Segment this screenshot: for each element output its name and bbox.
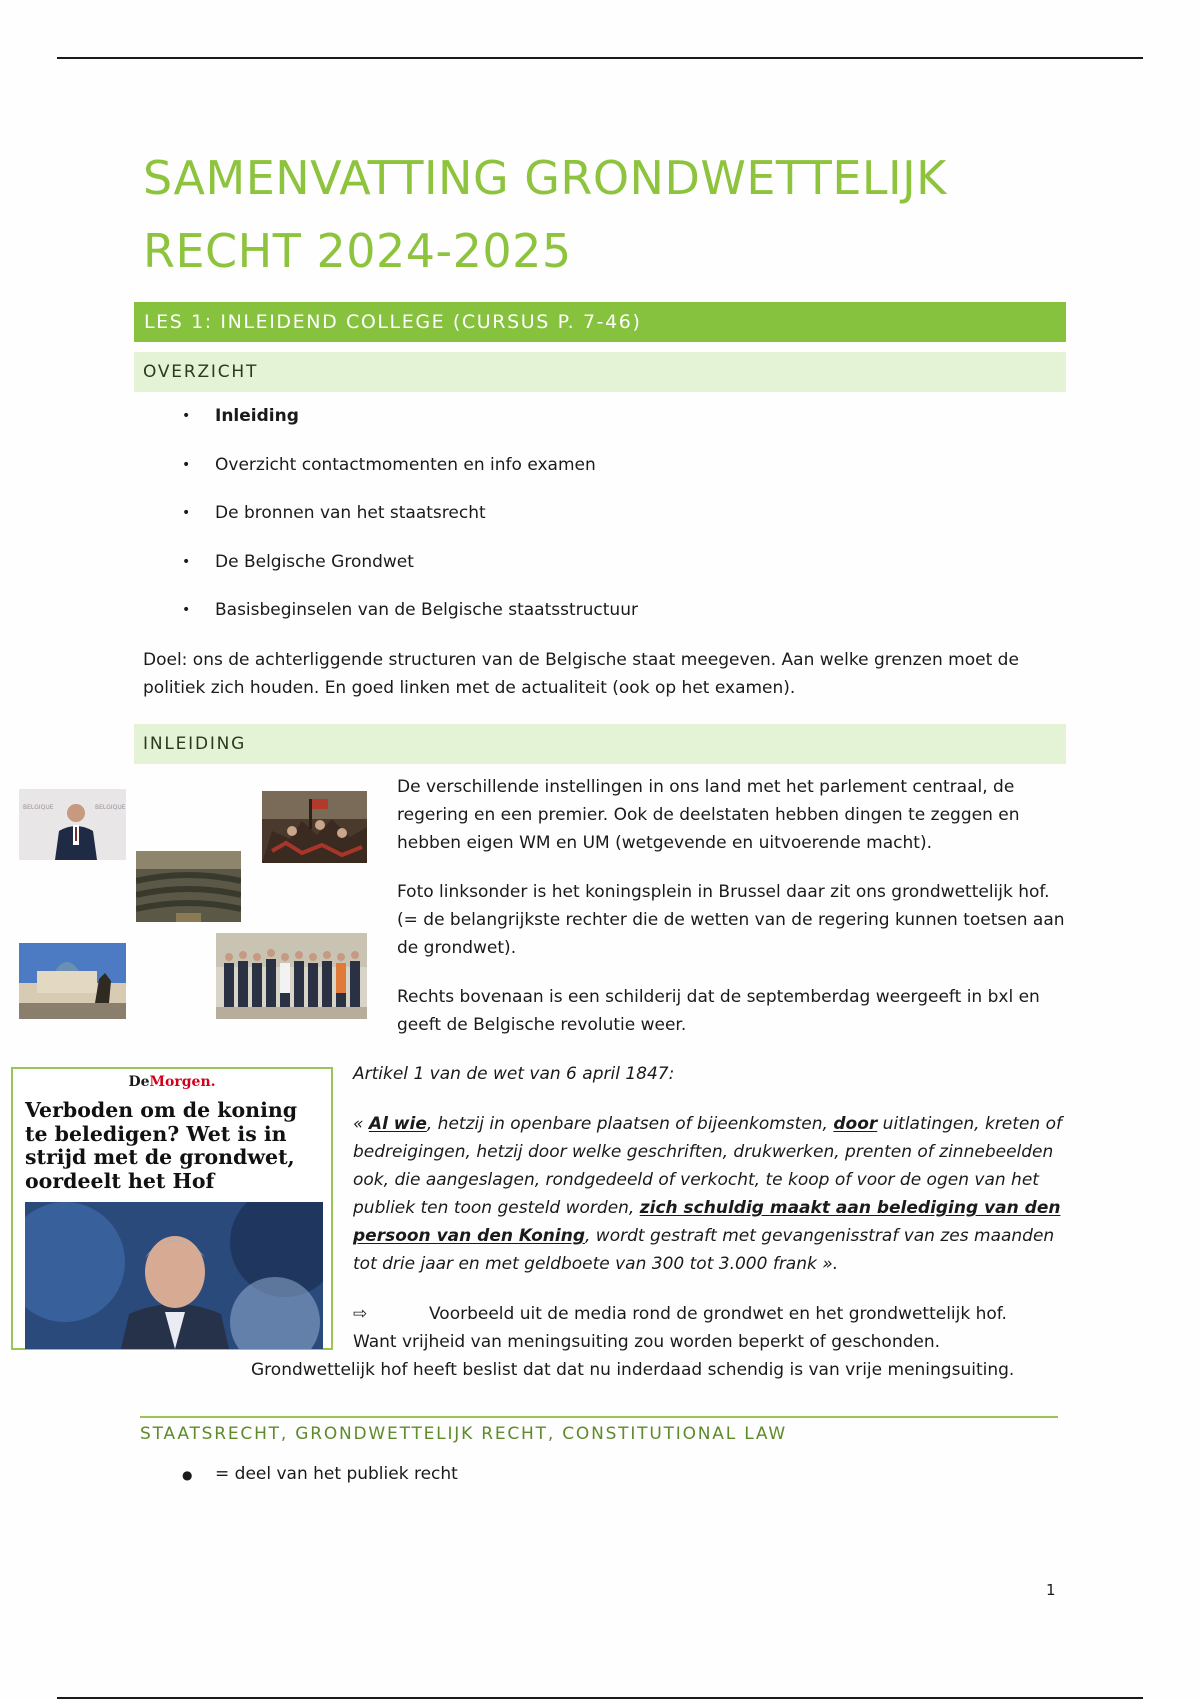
inleiding-heading: INLEIDING (134, 724, 1066, 764)
list-item: • De bronnen van het staatsrecht (182, 495, 638, 544)
bullet-icon: • (182, 408, 191, 424)
top-rule (57, 57, 1143, 59)
arrow-icon: ⇨ (353, 1304, 368, 1324)
artikel-title: Artikel 1 van de wet van 6 april 1847: (353, 1064, 675, 1084)
inleiding-para-3: Rechts bovenaan is een schilderij dat de septemberdag weergeeft in bxl en geeft de Belgische revolutie weer. (397, 987, 1040, 1035)
artikel-quote: « Al wie, hetzij in openbare plaatsen of bijeenkomsten, door uitlatingen, kreten of bedreigingen, hetzij door welke geschriften, drukwerken, prenten of zinnebeelden ook, die aangeslagen, rondgedeeld of verkocht, te koop of voor de ogen van het publiek ten toon gesteld worden, zich schuldig maakt aan belediging van den persoon van den Koning, wordt gestraft met gevangenisstraf van zes maanden tot drie jaar en met geldboete van 300 tot 3.000 frank ». (353, 1114, 1062, 1274)
bullet-icon: • (182, 602, 191, 618)
voorbeeld-line-3: Grondwettelijk hof heeft beslist dat dat nu inderdaad schendig is van vrije meningsuiting. (251, 1360, 1015, 1380)
overzicht-list (182, 398, 638, 641)
bullet-icon: • (182, 553, 191, 570)
staatsrecht-heading: STAATSRECHT, GRONDWETTELIJK RECHT, CONSTITUTIONAL LAW (140, 1416, 1058, 1444)
inleiding-para-1: De verschillende instellingen in ons land met het parlement centraal, de regering en een premier. Ook de deelstaten hebben dingen te zeggen en hebben eigen WM en UM (wetgevende en uitvoerende macht). (397, 777, 1020, 853)
document-title (143, 142, 1093, 288)
podium-text: BELGIQUE (23, 804, 54, 811)
title-line-2: RECHT 2024-2025 (143, 224, 572, 278)
title-line-1: SAMENVATTING GRONDWETTELIJK (143, 151, 947, 205)
news-photo-king (25, 1202, 323, 1349)
page-number: 1 (1046, 1581, 1056, 1599)
bullet-icon: • (182, 505, 191, 521)
les1-heading: LES 1: INLEIDEND COLLEGE (CURSUS P. 7-46) (134, 302, 1066, 342)
list-item: • Basisbeginselen van de Belgische staatsstructuur (182, 592, 638, 641)
podium-text: BELGIQUE (95, 804, 126, 811)
bullet-icon: ● (182, 1468, 193, 1482)
bottom-rule (57, 1697, 1143, 1699)
news-clipping (11, 1067, 333, 1350)
photo-government-group (216, 933, 367, 1019)
list-item: ● = deel van het publiek recht (182, 1460, 458, 1489)
photo-koningsplein (19, 943, 126, 1019)
list-item: • Overzicht contactmomenten en info examen (182, 447, 638, 496)
photo-painting-revolution (262, 791, 367, 863)
list-item: • Inleiding (182, 398, 638, 447)
newspaper-logo: DeMorgen. (128, 1074, 216, 1090)
overzicht-heading: OVERZICHT (134, 352, 1066, 392)
inleiding-para-2: Foto linksonder is het koningsplein in Brussel daar zit ons grondwettelijk hof. (= de belangrijkste rechter die de wetten van de regering kunnen toetsen aan de grondwet). (397, 882, 1065, 958)
photo-premier (19, 789, 126, 860)
photo-parliament (136, 851, 241, 922)
doel-paragraph: Doel: ons de achterliggende structuren van de Belgische staat meegeven. Aan welke grenzen moet de politiek zich houden. En goed linken met de actualiteit (ook op het examen). (143, 650, 1019, 698)
bullet-icon: • (182, 456, 191, 473)
list-item: • De Belgische Grondwet (182, 544, 638, 593)
voorbeeld-block: ⇨ Voorbeeld uit de media rond de grondwet en het grondwettelijk hof. Want vrijheid van meningsuiting zou worden beperkt of geschonden. (353, 1300, 1073, 1356)
news-headline: Verboden om de koning te beledigen? Wet is in strijd met de grondwet, oordeelt het Hof (25, 1098, 298, 1193)
